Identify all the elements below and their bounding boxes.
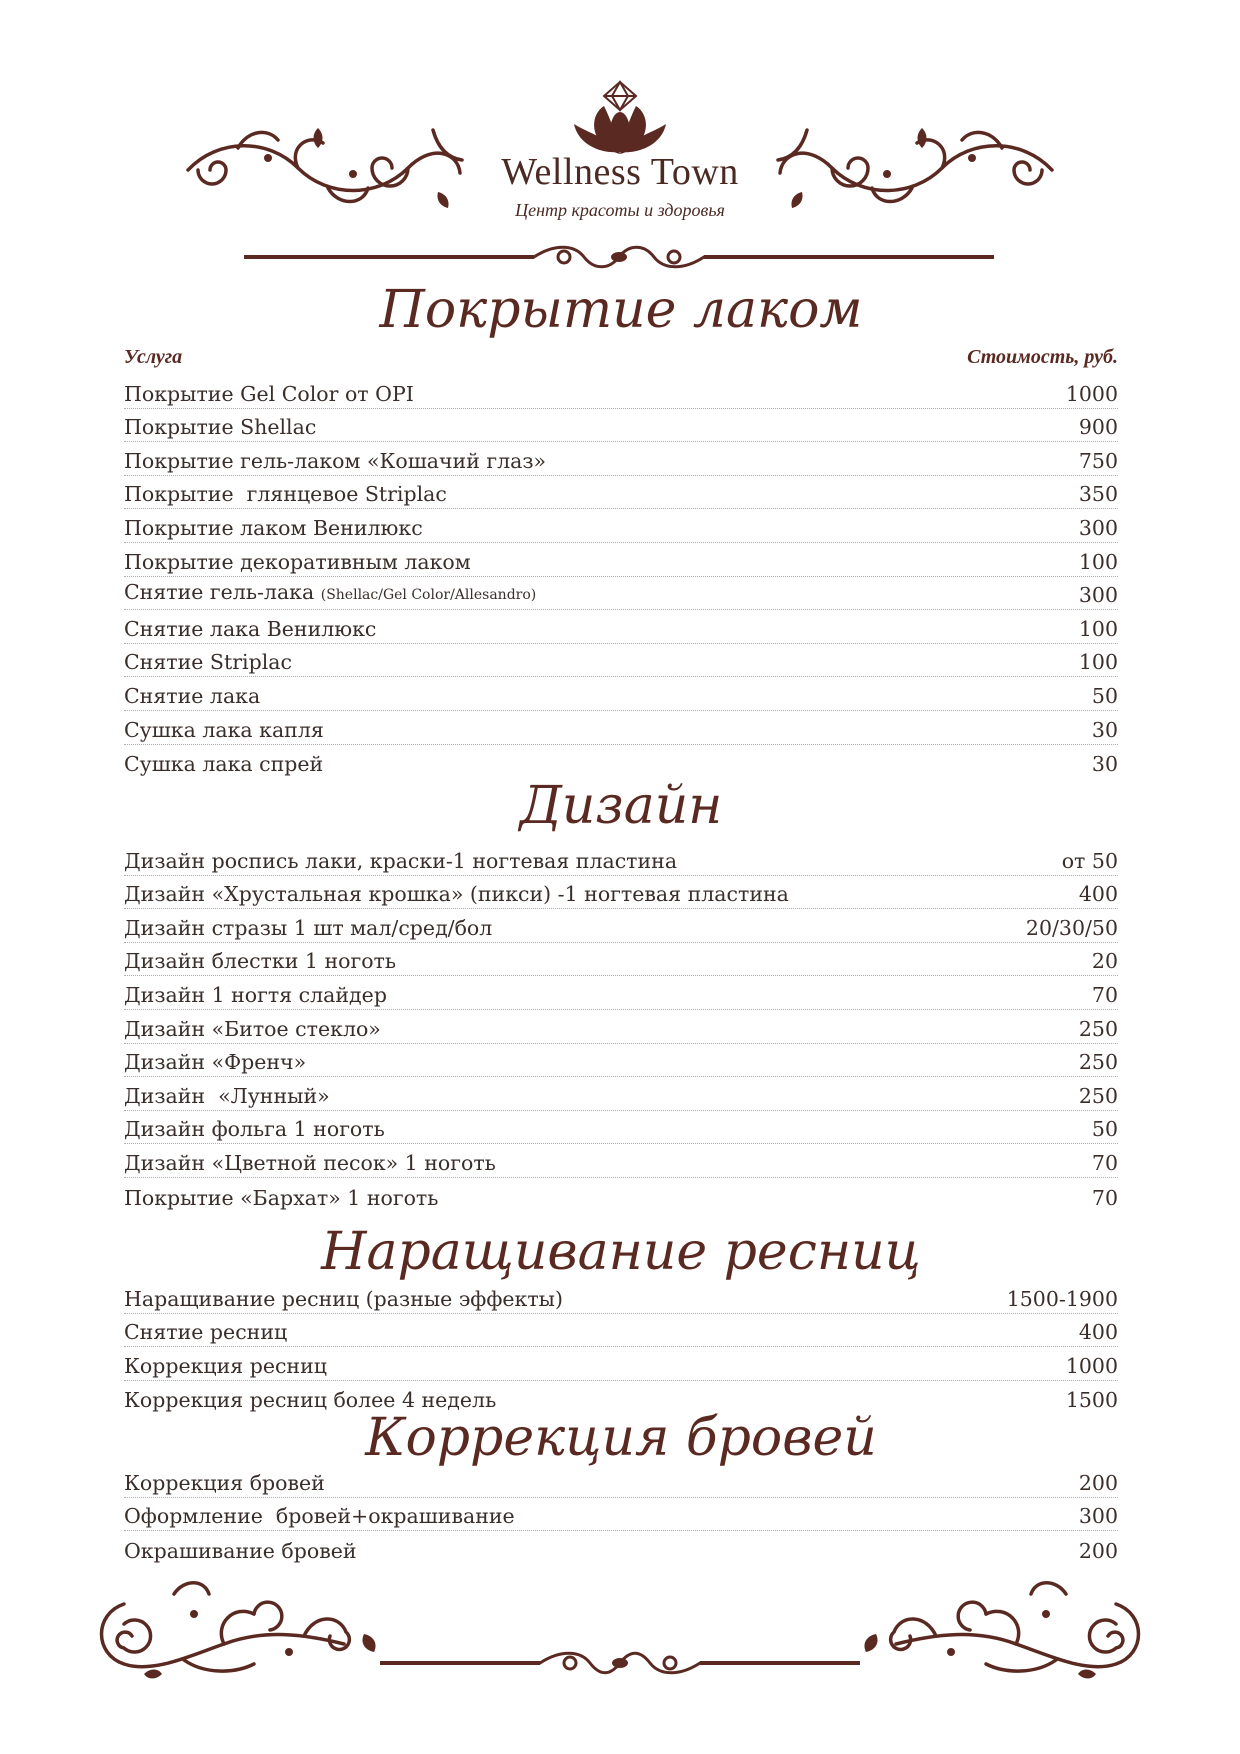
price-row xyxy=(124,1111,1118,1145)
service-name: Покрытие Shellac xyxy=(124,415,317,440)
service-name: Дизайн блестки 1 ноготь xyxy=(124,949,397,974)
service-price: 250 xyxy=(1078,1083,1118,1108)
service-name: Коррекция ресниц более 4 недель xyxy=(124,1388,497,1413)
price-row xyxy=(124,842,1118,876)
price-row xyxy=(124,409,1118,443)
section-design-list xyxy=(124,842,1118,1212)
service-price: 50 xyxy=(1091,683,1118,708)
service-name: Сушка лака спрей xyxy=(124,752,324,777)
brand-logo xyxy=(440,78,800,228)
service-price: 50 xyxy=(1091,1117,1118,1142)
service-price: 70 xyxy=(1091,1185,1118,1210)
footer-divider xyxy=(380,1648,860,1678)
service-name: Наращивание ресниц (разные эффекты) xyxy=(124,1286,563,1311)
service-price: 30 xyxy=(1091,717,1118,742)
service-name: Дизайн «Цветной песок» 1 ноготь xyxy=(124,1150,496,1175)
service-price: 70 xyxy=(1091,1150,1118,1175)
footer-left-flourish xyxy=(84,1574,384,1684)
service-price: 200 xyxy=(1078,1470,1118,1495)
brand-name: Wellness Town xyxy=(501,151,739,193)
service-name: Коррекция ресниц xyxy=(124,1353,327,1378)
price-row xyxy=(124,442,1118,476)
service-name: Снятие ресниц xyxy=(124,1320,288,1345)
price-row xyxy=(124,909,1118,943)
service-name: Снятие гель-лака xyxy=(124,580,315,605)
service-price: 30 xyxy=(1091,752,1118,777)
service-name: Покрытие гель-лаком «Кошачий глаз» xyxy=(124,448,547,473)
service-price: 300 xyxy=(1078,515,1118,540)
column-header-service: Услуга xyxy=(124,346,183,368)
lotus-icon xyxy=(560,76,680,156)
service-price: 1500-1900 xyxy=(1006,1286,1118,1311)
service-name: Снятие лака xyxy=(124,683,261,708)
section-title-nail-coating: Покрытие лаком xyxy=(379,280,863,340)
footer-right-flourish xyxy=(856,1574,1156,1684)
price-row xyxy=(124,476,1118,510)
price-row xyxy=(124,1144,1118,1178)
section-brow-list xyxy=(124,1464,1118,1565)
price-row xyxy=(124,876,1118,910)
service-price: 400 xyxy=(1078,1320,1118,1345)
service-price: 250 xyxy=(1078,1050,1118,1075)
section-title-eyelash-extension: Наращивание ресниц xyxy=(321,1222,921,1282)
price-row xyxy=(124,610,1118,644)
price-row xyxy=(124,577,1118,611)
price-row xyxy=(124,1010,1118,1044)
service-name: Дизайн роспись лаки, краски-1 ногтевая пластина xyxy=(124,848,678,873)
price-row xyxy=(124,711,1118,745)
service-name: Дизайн фольга 1 ноготь xyxy=(124,1117,385,1142)
price-row xyxy=(124,1280,1118,1314)
price-row xyxy=(124,1077,1118,1111)
service-name: Покрытие Gel Color от OPI xyxy=(124,381,414,406)
section-nail-coating-list xyxy=(124,375,1118,778)
service-name: Покрытие «Бархат» 1 ноготь xyxy=(124,1185,439,1210)
service-price: 100 xyxy=(1078,549,1118,574)
service-price: 100 xyxy=(1078,650,1118,675)
service-name: Покрытие декоративным лаком xyxy=(124,549,471,574)
price-row xyxy=(124,1178,1118,1212)
service-name: Снятие Striplac xyxy=(124,650,292,675)
service-price: 1500 xyxy=(1065,1388,1118,1413)
service-price: 100 xyxy=(1078,616,1118,641)
price-row xyxy=(124,943,1118,977)
service-name: Дизайн «Битое стекло» xyxy=(124,1016,381,1041)
service-name-wrap xyxy=(124,578,536,609)
brand-tagline: Центр красоты и здоровья xyxy=(515,200,725,220)
section-title-design: Дизайн xyxy=(519,776,723,836)
price-row xyxy=(124,509,1118,543)
section-title-brow-correction: Коррекция бровей xyxy=(365,1408,877,1468)
service-price: 1000 xyxy=(1065,381,1118,406)
service-name: Снятие лака Венилюкс xyxy=(124,616,377,641)
price-row xyxy=(124,375,1118,409)
service-price: 350 xyxy=(1078,482,1118,507)
price-row xyxy=(124,1044,1118,1078)
service-name: Дизайн «Хрустальная крошка» (пикси) -1 ногтевая пластина xyxy=(124,882,789,907)
service-name: Оформление бровей+окрашивание xyxy=(124,1504,515,1529)
section-eyelash-list xyxy=(124,1280,1118,1414)
price-row xyxy=(124,1347,1118,1381)
service-price: 750 xyxy=(1078,448,1118,473)
price-row xyxy=(124,976,1118,1010)
service-name: Дизайн «Лунный» xyxy=(124,1083,330,1108)
service-name: Дизайн стразы 1 шт мал/сред/бол xyxy=(124,915,493,940)
service-price: 300 xyxy=(1078,583,1118,608)
service-name: Покрытие глянцевое Striplac xyxy=(124,482,447,507)
service-note: (Shellac/Gel Color/Allesandro) xyxy=(320,587,537,604)
service-name: Дизайн 1 ногтя слайдер xyxy=(124,982,387,1007)
service-price: 20 xyxy=(1091,949,1118,974)
service-name: Дизайн «Френч» xyxy=(124,1050,307,1075)
header-left-flourish xyxy=(178,118,470,214)
header-divider xyxy=(244,242,994,272)
price-row xyxy=(124,677,1118,711)
service-price: 20/30/50 xyxy=(1025,915,1118,940)
service-price: 200 xyxy=(1078,1538,1118,1563)
header-right-flourish xyxy=(770,118,1062,214)
price-row xyxy=(124,543,1118,577)
price-row xyxy=(124,745,1118,779)
price-row xyxy=(124,644,1118,678)
price-row xyxy=(124,1464,1118,1498)
service-name: Покрытие лаком Венилюкс xyxy=(124,515,423,540)
service-price: 400 xyxy=(1078,882,1118,907)
price-row xyxy=(124,1498,1118,1532)
service-price: от 50 xyxy=(1061,848,1118,873)
price-row xyxy=(124,1314,1118,1348)
service-name: Коррекция бровей xyxy=(124,1470,325,1495)
service-price: 250 xyxy=(1078,1016,1118,1041)
service-price: 900 xyxy=(1078,415,1118,440)
service-name: Окрашивание бровей xyxy=(124,1538,357,1563)
service-price: 1000 xyxy=(1065,1353,1118,1378)
column-header-price: Стоимость, руб. xyxy=(967,346,1118,368)
price-row xyxy=(124,1531,1118,1565)
service-price: 70 xyxy=(1091,982,1118,1007)
service-name: Сушка лака капля xyxy=(124,717,324,742)
service-price: 300 xyxy=(1078,1504,1118,1529)
